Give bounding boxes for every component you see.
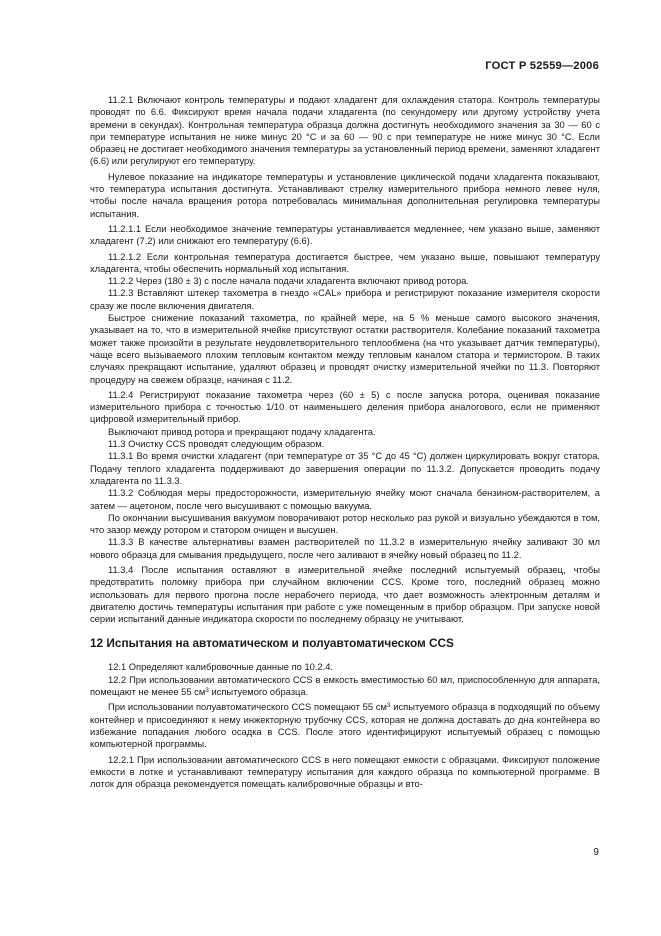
paragraph-tachometer-drop: Быстрое снижение показаний тахометра, по крайней мере, на 5 % меньше самого высокого значения, указывает на то, что в измерительной ячейке присутствуют остатки растворителя. Колебание показаний тахометра может также произойти в результате неудовлетворительного теплообмена (на что указывает датчик температуры), чаще всего вызываемого плохим тепловым контактом между тепловым каналом статора и термистором. В таких случаях прекращают испытание, удаляют образец и проводят очистку измерительной ячейки по 11.3. Повторяют процедуру на свежем образце, начиная с 11.2.: [90, 313, 600, 385]
paragraph-11-2-1-1: 11.2.1.1 Если необходимое значение температуры устанавливается медленнее, чем указано выше, заменяют хладагент (7.2) или снижают его температуру (6.6).: [90, 223, 600, 247]
paragraph-11-2-2: 11.2.2 Через (180 ± 3) с после начала подачи хладагента включают привод ротора.: [108, 276, 469, 287]
paragraph-stop-rotor: Выключают привод ротора и прекращают подачу хладагента.: [108, 426, 376, 437]
paragraph-11-2-1-2: 11.2.1.2 Если контрольная температура достигается быстрее, чем указано выше, повышают температуру хладагента, чтобы обеспечить нормальный ход испытания.: [90, 251, 600, 274]
superscript-3: 3: [386, 702, 391, 710]
paragraph-12-2-text: 12.2 При использовании автоматического CCS в емкость вместимостью 60 мл, приспособленную для аппарата, помещают не менее 55 см: [90, 674, 600, 698]
paragraph-11-2-1: 11.2.1 Включают контроль температуры и подают хладагент для охлаждения статора. Контроль температуры проводят по 6.6. Фиксируют время начала подачи хладагента (по секундомеру или другому устройству учета времени в секундах). Контрольная температура образца должна достигнуть необходимого значения за 30 — 60 с при температуре испытания не ниже минус 20 °С и за 60 — 90 с при температуре не ниже минус 30 °С. Если образец не достигает необходимого значения температуры за установленный период времени, заменяют хладагент (6.6) или регулируют его температуру.: [90, 95, 600, 167]
page-number: 9: [593, 847, 599, 858]
paragraph-12-1: 12.1 Определяют калибровочные данные по 10.2.4.: [108, 662, 334, 673]
paragraph-semi-auto: [90, 701, 600, 750]
section-12-heading: 12 Испытания на автоматическом и полуавтоматическом CCS: [90, 636, 454, 651]
paragraph-11-3: 11.3 Очистку CCS проводят следующим образом.: [108, 439, 325, 450]
paragraph-11-3-1: 11.3.1 Во время очистки хладагент (при температуре от 35 °С до 45 °С) должен циркулировать вокруг статора. Подачу теплого хладагента поддерживают до завершения операции по 11.3.2. Допускается проводить подачу хладагента по 11.3.3.: [90, 451, 600, 486]
superscript-3: 3: [205, 687, 209, 695]
paragraph-12-2: [90, 674, 600, 699]
paragraph-12-2-1: 12.2.1 При использовании автоматического CCS в него помещают емкости с образцами. Фиксируют положение емкости в лотке и устанавливают температуру испытания для каждого образца по компьютерной программе. В лоток для образца рекомендуется помещать калибровочные образцы и вто-: [90, 754, 600, 790]
paragraph-11-3-2: 11.3.2 Соблюдая меры предосторожности, измерительную ячейку моют сначала бензином-растворителем, а затем — ацетоном, после чего высушивают с помощью вакуума.: [90, 488, 600, 511]
paragraph-zero-reading: Нулевое показание на индикаторе температуры и установление циклической подачи хладагента показывают, что температура испытания достигнута. Устанавливают стрелку измерительного прибора немного левее нуля, чтобы после начала вращения ротора потребовалась минимальная дополнительная регулировка температуры испытания.: [90, 171, 600, 219]
paragraph-11-3-3: 11.3.3 В качестве альтернативы взамен растворителей по 11.3.2 в измерительную ячейку заливают 30 мл нового образца для смывания предыдущего, после чего заливают в ячейку новый образец по 11.2.: [90, 537, 600, 560]
paragraph-drying-check: По окончании высушивания вакуумом поворачивают ротор несколько раз рукой и визуально убеждаются в том, что зазор между ротором и статором очищен и высушен.: [90, 512, 600, 536]
paragraph-11-2-3: 11.2.3 Вставляют штекер тахометра в гнездо «CAL» прибора и регистрируют показание измерителя скорости сразу же после включения двигателя.: [90, 288, 600, 311]
paragraph-11-2-4: 11.2.4 Регистрируют показание тахометра через (60 ± 5) с после запуска ротора, оценивая показание измерительного прибора с точностью 1/10 от наименьшего деления прибора аналогового, если не применяют цифровой измерительный прибор.: [90, 389, 600, 425]
page-body: [90, 91, 600, 790]
paragraph-semi-auto-text: При использовании полуавтоматического CCS помещают 55 см: [108, 702, 387, 713]
paragraph-11-3-4: 11.3.4 После испытания оставляют в измерительной ячейке последний испытуемый образец, чтобы предотвратить поломку прибора при случайном включении CCS. Кроме того, последний образец можно использовать для первого прогона после нерабочего периода, что дает возможность электронным деталям и двигателю достичь температуры испытания при работе с уже помещенным в прибор образцом. При запуске новой серии испытаний данные индикатора скорости по последнему образцу не учитывают.: [90, 564, 600, 625]
paragraph-12-2-tail: испытуемого образца.: [208, 687, 309, 698]
document-code: ГОСТ Р 52559—2006: [485, 60, 599, 72]
paragraph-semi-auto-tail: испытуемого образца в подходящий по объему контейнер и присоединяют к нему инжекторную трубочку CCS, которая не должна доставать до дна контейнера во избежание попадания любого осадка в CCS. После этого идентифицируют испытуемый образец с помощью компьютерной программы.: [90, 702, 600, 750]
